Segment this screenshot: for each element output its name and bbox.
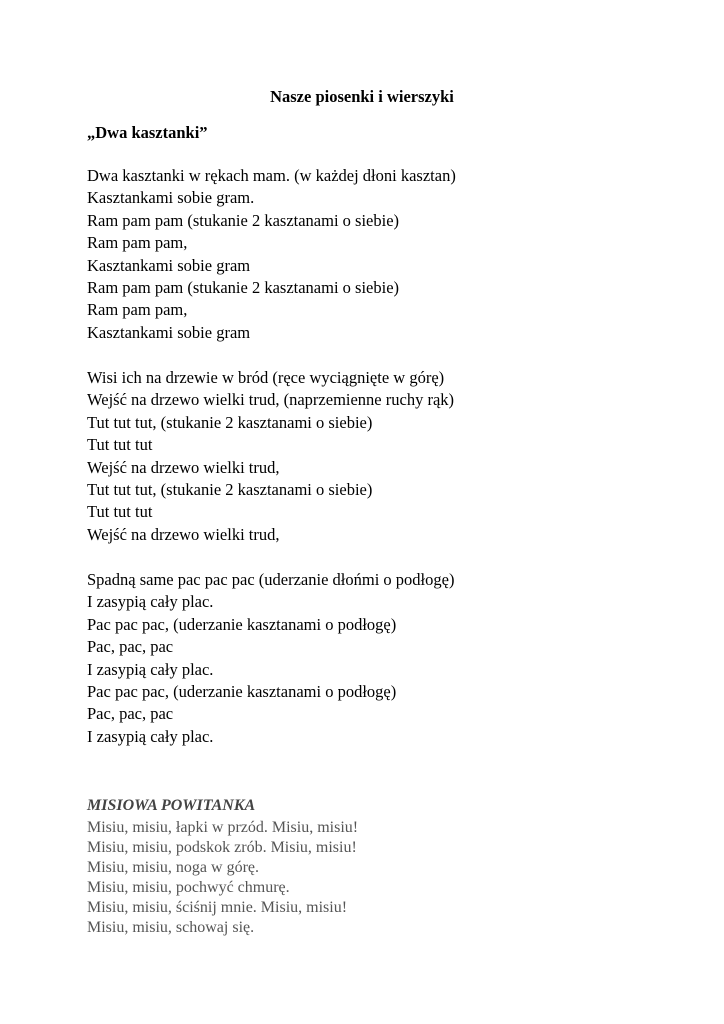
song-line: Kasztankami sobie gram.: [87, 188, 255, 208]
song-line: Wejść na drzewo wielki trud, (naprzemienne ruchy rąk): [87, 390, 455, 410]
song-line: Wejść na drzewo wielki trud,: [87, 457, 280, 477]
song-line: Ram pam pam,: [87, 233, 188, 253]
song-line: I zasypią cały plac.: [87, 592, 214, 612]
song-line: Pac, pac, pac: [87, 704, 174, 724]
song-stanza-2: [87, 367, 454, 546]
poem-line: Misiu, misiu, pochwyć chmurę.: [87, 879, 290, 896]
song-title: „Dwa kasztanki”: [87, 123, 208, 142]
song-line: Pac pac pac, (uderzanie kasztanami o podłogę): [87, 681, 397, 701]
song-line: Tut tut tut: [87, 435, 153, 455]
song-line: I zasypią cały plac.: [87, 659, 214, 679]
song-line: Spadną same pac pac pac (uderzanie dłońmi o podłogę): [87, 570, 455, 589]
poem-line: Misiu, misiu, podskok zrób. Misiu, misiu!: [87, 839, 357, 856]
song-line: Tut tut tut, (stukanie 2 kasztanami o siebie): [87, 412, 373, 432]
song-line: I zasypią cały plac.: [87, 726, 214, 746]
song-line: Kasztankami sobie gram: [87, 255, 251, 275]
song-stanza-3: [87, 569, 454, 748]
song-line: Wejść na drzewo wielki trud,: [87, 524, 280, 544]
page-title: Nasze piosenki i wierszyki: [270, 87, 454, 106]
poem-body: [87, 818, 358, 938]
poem-line: Misiu, misiu, łapki w przód. Misiu, misiu!: [87, 819, 359, 836]
song-line: Ram pam pam (stukanie 2 kasztanami o siebie): [87, 277, 400, 297]
song-line: Wisi ich na drzewie w bród (ręce wyciągnięte w górę): [87, 368, 445, 387]
song-line: Tut tut tut, (stukanie 2 kasztanami o siebie): [87, 479, 373, 499]
song-line: Dwa kasztanki w rękach mam. (w każdej dłoni kasztan): [87, 166, 456, 185]
song-line: Kasztankami sobie gram: [87, 322, 251, 342]
poem-line: Misiu, misiu, ściśnij mnie. Misiu, misiu!: [87, 899, 348, 916]
song-line: Pac, pac, pac: [87, 637, 174, 657]
song-stanza-1: [87, 165, 456, 344]
poem-title: MISIOWA POWITANKA: [87, 797, 256, 814]
song-line: Pac pac pac, (uderzanie kasztanami o podłogę): [87, 614, 397, 634]
song-line: Ram pam pam (stukanie 2 kasztanami o siebie): [87, 210, 400, 230]
poem-line: Misiu, misiu, noga w górę.: [87, 859, 259, 876]
song-line: Ram pam pam,: [87, 300, 188, 320]
poem-line: Misiu, misiu, schowaj się.: [87, 919, 255, 936]
song-line: Tut tut tut: [87, 502, 153, 522]
